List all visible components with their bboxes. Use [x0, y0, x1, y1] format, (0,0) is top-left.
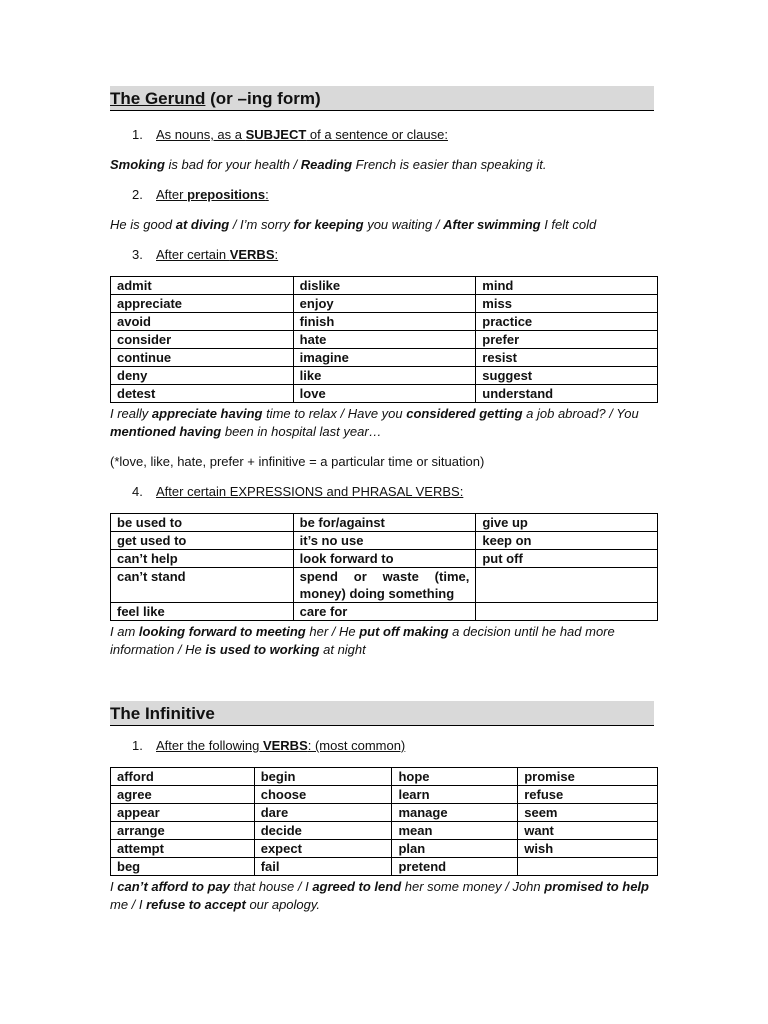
table-row	[111, 804, 658, 822]
example-text: me / I	[110, 897, 147, 912]
table-cell: dislike	[293, 277, 476, 295]
table-cell: practice	[476, 313, 658, 331]
example-text: our apology.	[245, 897, 321, 912]
table-cell: detest	[111, 385, 294, 403]
table-cell: finish	[293, 313, 476, 331]
item-text: of a sentence or clause:	[306, 127, 448, 142]
gerund-title-rest: (or –ing form)	[205, 89, 321, 108]
table-cell: begin	[254, 768, 392, 786]
table-cell: enjoy	[293, 295, 476, 313]
table-row	[111, 786, 658, 804]
example-text: her / He	[305, 624, 360, 639]
table-cell: resist	[476, 349, 658, 367]
example-bold-phrase: can’t afford to pay	[117, 879, 230, 894]
table-cell: continue	[111, 349, 294, 367]
table-cell: expect	[254, 840, 392, 858]
example-bold-phrase: considered getting	[406, 406, 523, 421]
example-bold-phrase: agreed to lend	[312, 879, 402, 894]
table-cell: decide	[254, 822, 392, 840]
table-cell: care for	[293, 603, 476, 621]
table-row	[111, 313, 658, 331]
example-bold-phrase: mentioned having	[110, 424, 222, 439]
example-bold-phrase: Smoking	[110, 157, 165, 172]
table-row	[111, 349, 658, 367]
table-cell: feel like	[111, 603, 294, 621]
table-row	[111, 367, 658, 385]
example-text: I am	[110, 624, 139, 639]
table-row	[111, 858, 658, 876]
item-number: 2.	[132, 187, 143, 202]
table-cell: hope	[392, 768, 518, 786]
table-row	[111, 295, 658, 313]
table-row	[111, 532, 658, 550]
table-cell: mean	[392, 822, 518, 840]
item-bold: VERBS	[229, 247, 275, 262]
table-cell: arrange	[111, 822, 255, 840]
table-cell: understand	[476, 385, 658, 403]
example-bold-phrase: Reading	[300, 157, 353, 172]
example-bold-phrase: promised to help	[544, 879, 649, 894]
gerund-example-1	[110, 156, 660, 174]
table-cell	[518, 858, 658, 876]
example-bold-phrase: is used to working	[205, 642, 320, 657]
example-bold-phrase: refuse to accept	[146, 897, 246, 912]
gerund-item-2	[132, 187, 269, 203]
example-text: you waiting /	[363, 217, 444, 232]
example-text: that house / I	[229, 879, 313, 894]
table-cell: love	[293, 385, 476, 403]
example-text: I felt cold	[540, 217, 597, 232]
table-cell: seem	[518, 804, 658, 822]
example-text: a job abroad? / You	[522, 406, 639, 421]
table-row	[111, 550, 658, 568]
example-text: a decision until he had more information / He	[110, 624, 615, 657]
example-text: I	[110, 879, 118, 894]
table-cell: imagine	[293, 349, 476, 367]
infinitive-example-1	[110, 878, 660, 914]
example-bold-phrase: looking forward to meeting	[138, 624, 306, 639]
table-cell: attempt	[111, 840, 255, 858]
table-cell: learn	[392, 786, 518, 804]
table-cell: get used to	[111, 532, 294, 550]
item-number: 1.	[132, 127, 143, 142]
table-cell: deny	[111, 367, 294, 385]
table-row	[111, 822, 658, 840]
table-cell: manage	[392, 804, 518, 822]
item-bold: prepositions	[187, 187, 266, 202]
table-cell: refuse	[518, 786, 658, 804]
table-cell: mind	[476, 277, 658, 295]
gerund-verbs-table	[110, 276, 658, 403]
example-text: at night	[319, 642, 366, 657]
gerund-title-main: The Gerund	[110, 89, 206, 108]
table-cell: appear	[111, 804, 255, 822]
table-cell: want	[518, 822, 658, 840]
table-cell: prefer	[476, 331, 658, 349]
gerund-section-title	[110, 86, 654, 111]
table-cell: afford	[111, 768, 255, 786]
gerund-item-4	[132, 484, 463, 500]
example-text: time to relax / Have you	[262, 406, 407, 421]
example-text: I really	[110, 406, 152, 421]
table-cell: give up	[476, 514, 658, 532]
table-cell: consider	[111, 331, 294, 349]
item-text: After certain	[156, 247, 230, 262]
table-row	[111, 331, 658, 349]
example-bold-phrase: After swimming	[443, 217, 541, 232]
table-cell: miss	[476, 295, 658, 313]
item-number: 3.	[132, 247, 143, 262]
example-bold-phrase: at diving	[175, 217, 230, 232]
example-text: her some money / John	[401, 879, 545, 894]
table-cell	[476, 568, 658, 603]
table-row	[111, 840, 658, 858]
table-cell: spend or waste (time, money) doing something	[293, 568, 476, 603]
table-row	[111, 514, 658, 532]
table-cell: pretend	[392, 858, 518, 876]
table-cell: wish	[518, 840, 658, 858]
table-cell: look forward to	[293, 550, 476, 568]
table-row	[111, 603, 658, 621]
gerund-item-3	[132, 247, 278, 263]
table-row	[111, 277, 658, 295]
table-cell: hate	[293, 331, 476, 349]
example-bold-phrase: put off making	[359, 624, 449, 639]
table-cell: like	[293, 367, 476, 385]
item-text: :	[265, 187, 269, 202]
example-text: French is easier than speaking it.	[352, 157, 547, 172]
example-text: is bad for your health /	[164, 157, 301, 172]
gerund-example-2	[110, 216, 660, 234]
table-cell: be used to	[111, 514, 294, 532]
table-cell: agree	[111, 786, 255, 804]
gerund-example-3	[110, 405, 660, 441]
infinitive-verbs-table	[110, 767, 658, 876]
gerund-example-4	[110, 623, 660, 659]
infinitive-section-title	[110, 701, 654, 726]
table-cell: can’t help	[111, 550, 294, 568]
table-cell: avoid	[111, 313, 294, 331]
example-text: He is good	[110, 217, 176, 232]
table-cell: appreciate	[111, 295, 294, 313]
infinitive-item-1	[132, 738, 405, 754]
gerund-item-1	[132, 127, 448, 143]
example-bold-phrase: appreciate having	[151, 406, 263, 421]
item-text: After	[156, 187, 188, 202]
table-cell: beg	[111, 858, 255, 876]
item-number: 4.	[132, 484, 143, 499]
table-cell: dare	[254, 804, 392, 822]
table-cell: be for/against	[293, 514, 476, 532]
table-cell: promise	[518, 768, 658, 786]
table-cell: suggest	[476, 367, 658, 385]
item-text: After the following	[156, 738, 263, 753]
table-cell: keep on	[476, 532, 658, 550]
table-cell: it’s no use	[293, 532, 476, 550]
table-cell: choose	[254, 786, 392, 804]
table-cell	[476, 603, 658, 621]
item-bold: VERBS	[262, 738, 308, 753]
infinitive-title: The Infinitive	[110, 704, 215, 723]
gerund-expressions-table	[110, 513, 658, 621]
example-text: / I’m sorry	[229, 217, 294, 232]
item-text: : (most common)	[307, 738, 406, 753]
item-text: After certain EXPRESSIONS and PHRASAL VERBS:	[156, 484, 464, 499]
gerund-note: (*love, like, hate, prefer + infinitive = a particular time or situation)	[110, 454, 485, 469]
example-bold-phrase: for keeping	[293, 217, 364, 232]
table-row	[111, 568, 658, 603]
table-row	[111, 385, 658, 403]
item-text: :	[274, 247, 279, 262]
item-number: 1.	[132, 738, 143, 753]
table-cell: can’t stand	[111, 568, 294, 603]
example-text: been in hospital last year…	[221, 424, 382, 439]
table-cell: fail	[254, 858, 392, 876]
table-cell: admit	[111, 277, 294, 295]
item-text: As nouns, as a	[156, 127, 246, 142]
item-bold: SUBJECT	[245, 127, 307, 142]
table-cell: plan	[392, 840, 518, 858]
table-cell: put off	[476, 550, 658, 568]
table-row	[111, 768, 658, 786]
